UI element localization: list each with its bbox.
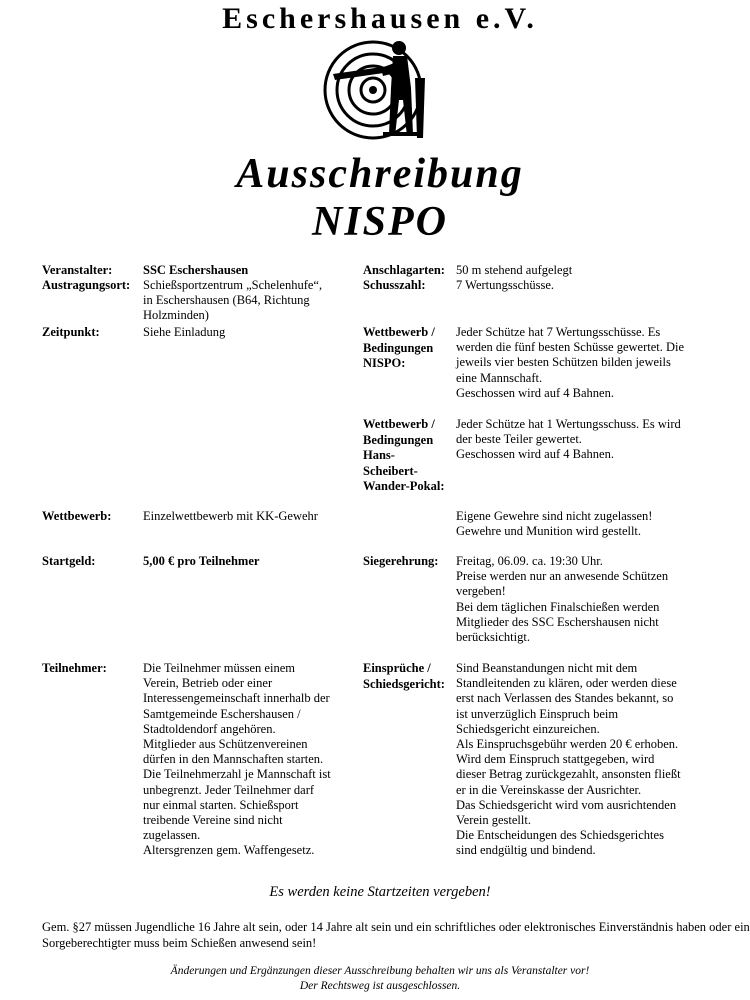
zeitpunkt-value: Siehe Einladung <box>143 325 226 339</box>
gewehre-note: Eigene Gewehre sind nicht zugelassen! Gewehre und Munition wird gestellt. <box>456 509 653 539</box>
austragungsort-label: Austragungsort: <box>42 278 131 292</box>
club-name: Eschershausen e.V. <box>222 2 538 35</box>
schusszahl-value: 7 Wertungsschüsse. <box>456 278 555 292</box>
wettbewerb-pokal-value: Jeder Schütze hat 1 Wertungsschuss. Es wird der beste Teiler gewertet. Geschossen wird auf 4 Bahnen. <box>456 417 681 462</box>
startzeiten-note: Es werden keine Startzeiten vergeben! <box>269 884 491 900</box>
austragungsort-value: Schießsportzentrum „Schelenhufe“, in Eschershausen (B64, Richtung Holzminden) <box>143 278 323 323</box>
startgeld-value: 5,00 € pro Teilnehmer <box>143 554 260 568</box>
disclaimer-line-2: Der Rechtsweg ist ausgeschlossen. <box>299 980 461 992</box>
legal-note: Gem. §27 müssen Jugendliche 16 Jahre alt sein, oder 14 Jahre alt sein und ein schriftliches oder elektronisches Einverständnis haben oder ein Sorgeberechtigter muss beim Schießen anwesend sein! <box>42 920 750 950</box>
wettbewerb-nispo-value: Jeder Schütze hat 7 Wertungsschüsse. Es werden die fünf besten Schüsse gewertet. Die jeweils vier besten Schützen bilden jeweils eine Mannschaft. Geschossen wird auf 4 Bahnen. <box>456 325 685 400</box>
anschlagarten-label: Anschlagarten: <box>363 263 445 277</box>
anschlagarten-value: 50 m stehend aufgelegt <box>456 263 573 277</box>
zeitpunkt-label: Zeitpunkt: <box>42 325 100 339</box>
veranstalter-value: SSC Eschershausen <box>143 263 249 277</box>
schusszahl-label: Schusszahl: <box>363 278 426 292</box>
teilnehmer-label: Teilnehmer: <box>42 661 107 675</box>
wettbewerb-nispo-label: Wettbewerb / Bedingungen NISPO: <box>363 325 435 370</box>
disclaimer-line-1: Änderungen und Ergänzungen dieser Ausschreibung behalten wir uns als Veranstalter vor! <box>170 965 590 977</box>
einsprueche-label: Einsprüche / Schiedsgericht: <box>363 661 445 691</box>
shooter-target-logo-icon <box>323 38 435 150</box>
wettbewerb-label: Wettbewerb: <box>42 509 112 523</box>
einsprueche-value: Sind Beanstandungen nicht mit dem Standleitenden zu klären, oder werden diese erst nach Verlassen des Standes bekannt, so ist unverzüglich Einspruch beim Schiedsgericht einzureichen. Als Einspruchsgebühr werden 20 € erhoben. Wird dem Einspruch stattgegeben, wird dieser Betrag zurückgezahlt, ansonsten fließt er in die Vereinskasse der Ausrichter. Das Schiedsgericht wird vom ausrichtenden Verein gestellt. Die Entscheidungen des Schiedsgerichtes sind endgültig und bindend. <box>456 661 681 858</box>
wettbewerb-pokal-label: Wettbewerb / Bedingungen Hans- Scheibert- Wander-Pokal: <box>363 417 445 493</box>
document-title: Ausschreibung <box>236 151 524 197</box>
document-subtitle: NISPO <box>311 199 449 245</box>
disclaimer <box>0 964 750 994</box>
teilnehmer-value: Die Teilnehmer müssen einem Verein, Betrieb oder einer Interessengemeinschaft innerhalb der Samtgemeinde Eschershausen / Stadtoldendorf angehören. Mitglieder aus Schützenvereinen dürfen in den Mannschaften starten. Die Teilnehmerzahl je Mannschaft ist unbegrenzt. Jeder Teilnehmer darf nur einmal starten. Schießsport treibende Vereine sind nicht zugelassen. Altersgrenzen gem. Waffengesetz. <box>143 661 331 858</box>
veranstalter-label: Veranstalter: <box>42 263 113 277</box>
wettbewerb-value: Einzelwettbewerb mit KK-Gewehr <box>143 509 318 523</box>
startgeld-label: Startgeld: <box>42 554 96 568</box>
siegerehrung-value: Freitag, 06.09. ca. 19:30 Uhr. Preise werden nur an anwesende Schützen vergeben! Bei dem täglichen Finalschießen werden Mitglieder des SSC Eschershausen nicht berücksichtigt. <box>456 554 669 645</box>
siegerehrung-label: Siegerehrung: <box>363 554 439 568</box>
